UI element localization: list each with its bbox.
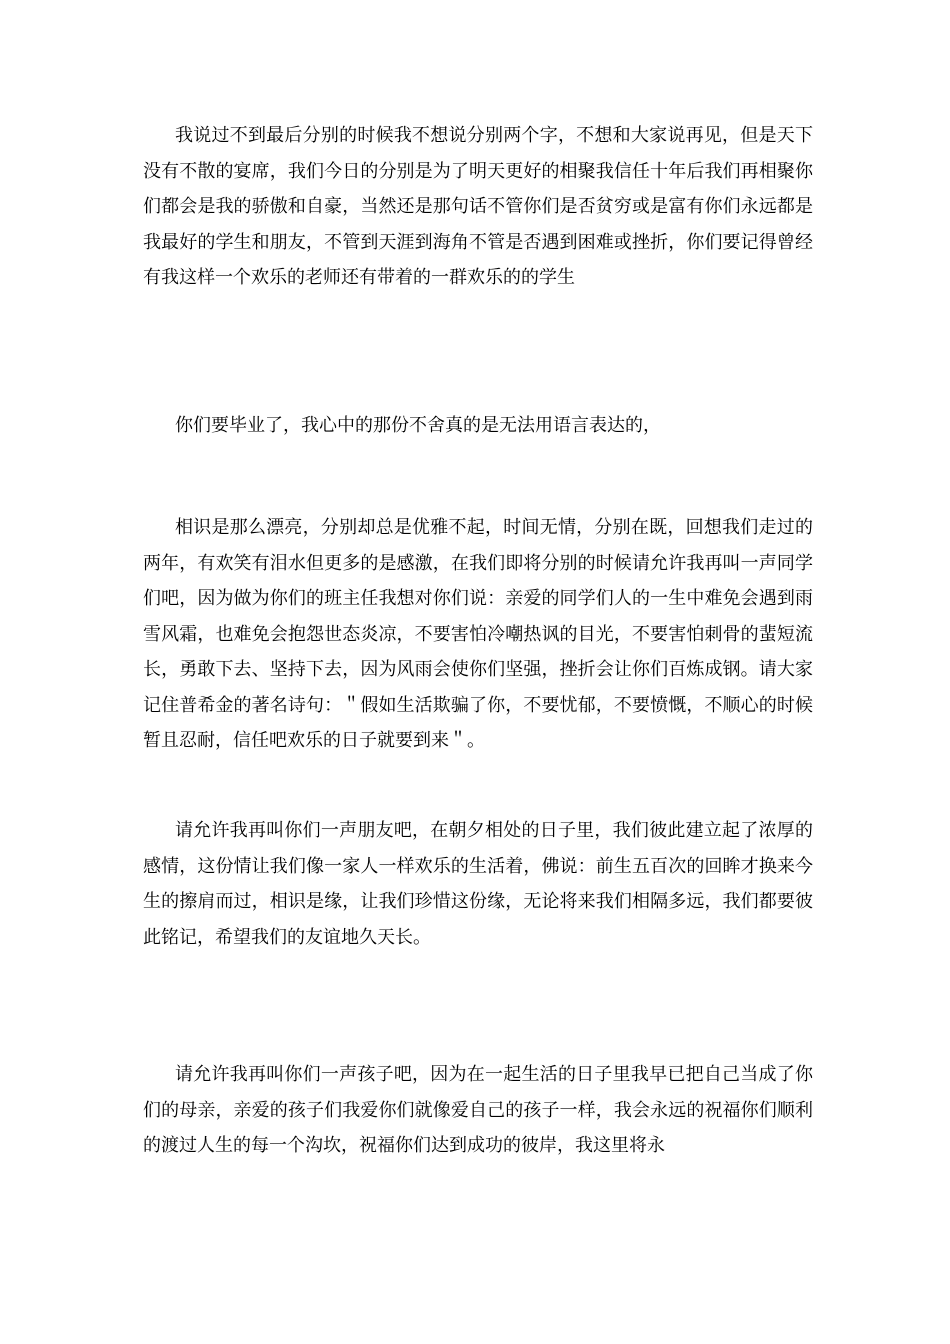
paragraph: 我说过不到最后分别的时候我不想说分别两个字，不想和大家说再见，但是天下没有不散的宴席，我们今日的分别是为了明天更好的相聚我信任十年后我们再相聚你们都会是我的骄傲和自豪，当然还是那句话不管你们是否贫穷或是富有你们永远都是我最好的学生和朋友，不管到天涯到海角不管是否遇到困难或挫折，你们要记得曾经有我这样一个欢乐的老师还有带着的一群欢乐的的学生 <box>143 125 813 288</box>
paragraph: 请允许我再叫你们一声朋友吧，在朝夕相处的日子里，我们彼此建立起了浓厚的感情，这份情让我们像一家人一样欢乐的生活着，佛说：前生五百次的回眸才换来今生的擦肩而过，相识是缘，让我们珍惜这份缘，无论将来我们相隔多远，我们都要彼此铭记，希望我们的友谊地久天长。 <box>143 820 813 948</box>
paragraph: 你们要毕业了，我心中的那份不舍真的是无法用语言表达的， <box>175 415 661 436</box>
paragraph: 相识是那么漂亮，分别却总是优雅不起，时间无情，分别在既，回想我们走过的两年，有欢笑有泪水但更多的是感激，在我们即将分别的时候请允许我再叫一声同学们吧，因为做为你们的班主任我想对你们说：亲爱的同学们人的一生中难免会遇到雨雪风霜，也难免会抱怨世态炎凉，不要害怕冷嘲热讽的目光，不要害怕刺骨的蜚短流长，勇敢下去、坚持下去，因为风雨会使你们坚强，挫折会让你们百炼成钢。请大家记住普希金的著名诗句：＂假如生活欺骗了你，不要忧郁，不要愤慨，不顺心的时候暂且忍耐，信任吧欢乐的日子就要到来＂。 <box>143 517 813 751</box>
paragraph: 请允许我再叫你们一声孩子吧，因为在一起生活的日子里我早已把自己当成了你们的母亲，亲爱的孩子们我爱你们就像爱自己的孩子一样，我会永远的祝福你们顺利的渡过人生的每一个沟坎，祝福你们达到成功的彼岸，我这里将永 <box>143 1064 813 1156</box>
